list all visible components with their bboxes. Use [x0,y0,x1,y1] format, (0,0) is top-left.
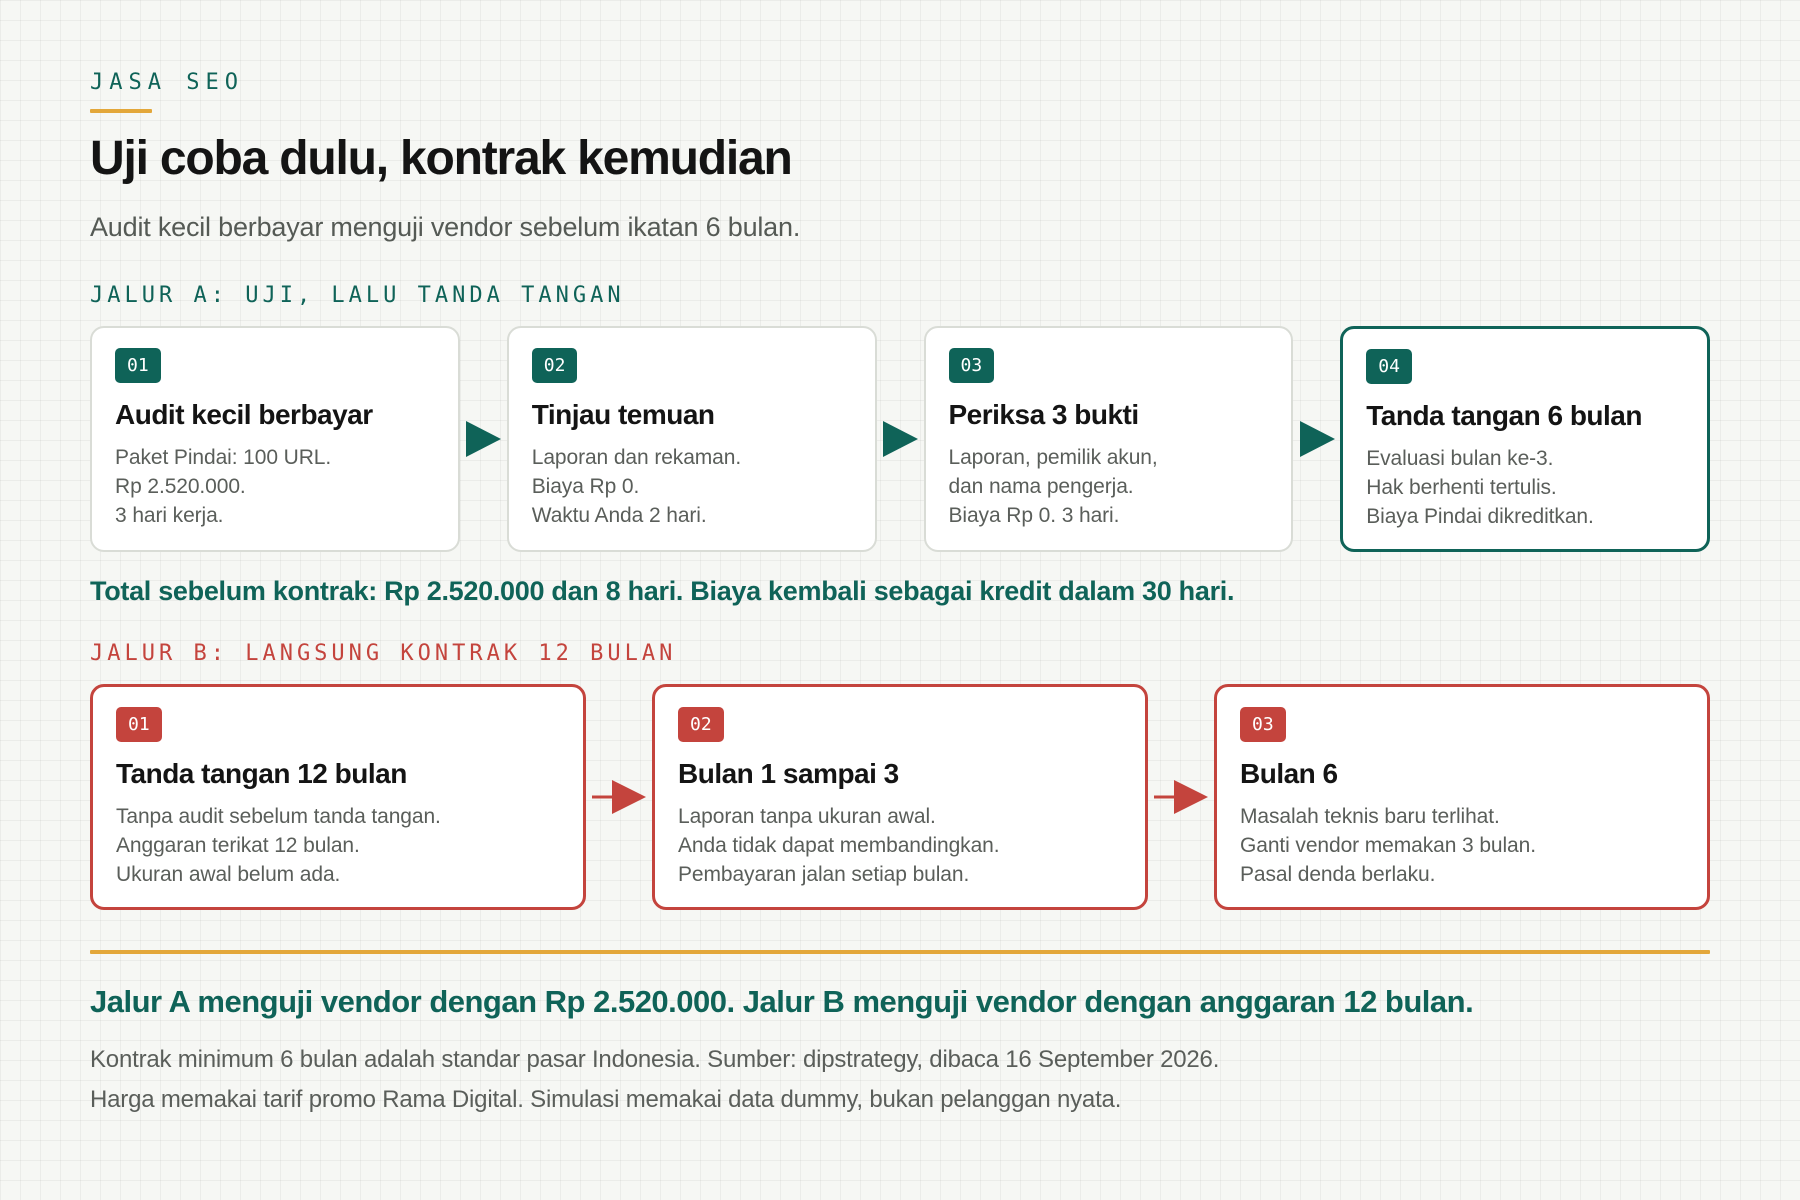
step-detail: Anda tidak dapat membandingkan. [678,834,1000,858]
step-detail: Laporan, pemilik akun, [948,446,1158,470]
lane-a-step-3 [924,326,1294,552]
step-title: Tanda tangan 12 bulan [116,758,407,790]
step-number-badge: 03 [1240,707,1286,743]
step-detail: Masalah teknis baru terlihat. [1240,805,1500,829]
lane-a-flow [90,326,1710,552]
step-detail: Waktu Anda 2 hari. [531,504,707,528]
step-detail: Anggaran terikat 12 bulan. [116,834,360,858]
step-number-badge: 02 [678,707,724,743]
arrow-right-icon [1293,326,1340,552]
step-detail: Tanpa audit sebelum tanda tangan. [116,805,441,829]
eyebrow-underline [90,109,152,113]
step-title: Audit kecil berbayar [115,399,373,431]
lane-a-step-1 [90,326,460,552]
arrow-right-icon [460,326,507,552]
conclusion: Jalur A menguji vendor dengan Rp 2.520.000. Jalur B menguji vendor dengan anggaran 12 bulan. [90,983,1474,1019]
page-title: Uji coba dulu, kontrak kemudian [90,132,792,185]
step-number-badge: 04 [1366,349,1412,385]
step-detail: Rp 2.520.000. [115,475,246,499]
step-number-badge: 01 [116,707,162,743]
footer-divider [90,950,1710,954]
step-detail: 3 hari kerja. [115,504,224,528]
step-detail: Pembayaran jalan setiap bulan. [678,863,970,887]
step-title: Bulan 1 sampai 3 [678,758,899,790]
footnote: Kontrak minimum 6 bulan adalah standar pasar Indonesia. Sumber: dipstrategy, dibaca 16 September 2026. [90,1045,1220,1073]
step-title: Tinjau temuan [531,399,715,431]
step-detail: Laporan dan rekaman. [531,446,742,470]
step-detail: Biaya Pindai dikreditkan. [1366,505,1594,529]
step-title: Tanda tangan 6 bulan [1366,400,1642,432]
lane-a-step-2 [507,326,877,552]
step-title: Periksa 3 bukti [948,399,1139,431]
step-detail: Biaya Rp 0. 3 hari. [948,504,1120,528]
arrow-right-icon [877,326,924,552]
lane-b-step-1 [90,684,586,910]
footnote: Harga memakai tarif promo Rama Digital. Simulasi memakai data dummy, bukan pelanggan nyata. [90,1085,1122,1113]
eyebrow: JASA SEO [90,70,244,95]
footnotes [90,1040,1710,1120]
lane-b-step-2 [652,684,1148,910]
arrow-right-icon [586,684,652,910]
page [90,70,1710,1120]
step-detail: Ganti vendor memakan 3 bulan. [1240,834,1536,858]
lane-b-step-3 [1214,684,1710,910]
step-title: Bulan 6 [1240,758,1338,790]
step-detail: Laporan tanpa ukuran awal. [678,805,936,829]
step-detail: Evaluasi bulan ke-3. [1366,447,1554,471]
step-number-badge: 01 [115,348,161,384]
step-detail: Biaya Rp 0. [531,475,640,499]
arrow-right-icon [1148,684,1214,910]
lane-a-label: JALUR A: UJI, LALU TANDA TANGAN [90,282,625,308]
step-number-badge: 02 [532,348,578,384]
step-detail: Hak berhenti tertulis. [1366,476,1557,500]
lane-b-label: JALUR B: LANGSUNG KONTRAK 12 BULAN [90,640,677,666]
lane-b-flow [90,684,1710,910]
lane-a-step-4 [1340,326,1710,552]
step-detail: dan nama pengerja. [948,475,1134,499]
step-number-badge: 03 [949,348,995,384]
step-detail: Pasal denda berlaku. [1240,863,1436,887]
step-detail: Ukuran awal belum ada. [116,863,341,887]
lane-a-total: Total sebelum kontrak: Rp 2.520.000 dan 8 hari. Biaya kembali sebagai kredit dalam 30 hari. [90,575,1235,606]
step-detail: Paket Pindai: 100 URL. [115,446,332,470]
page-subtitle: Audit kecil berbayar menguji vendor sebelum ikatan 6 bulan. [90,211,801,242]
